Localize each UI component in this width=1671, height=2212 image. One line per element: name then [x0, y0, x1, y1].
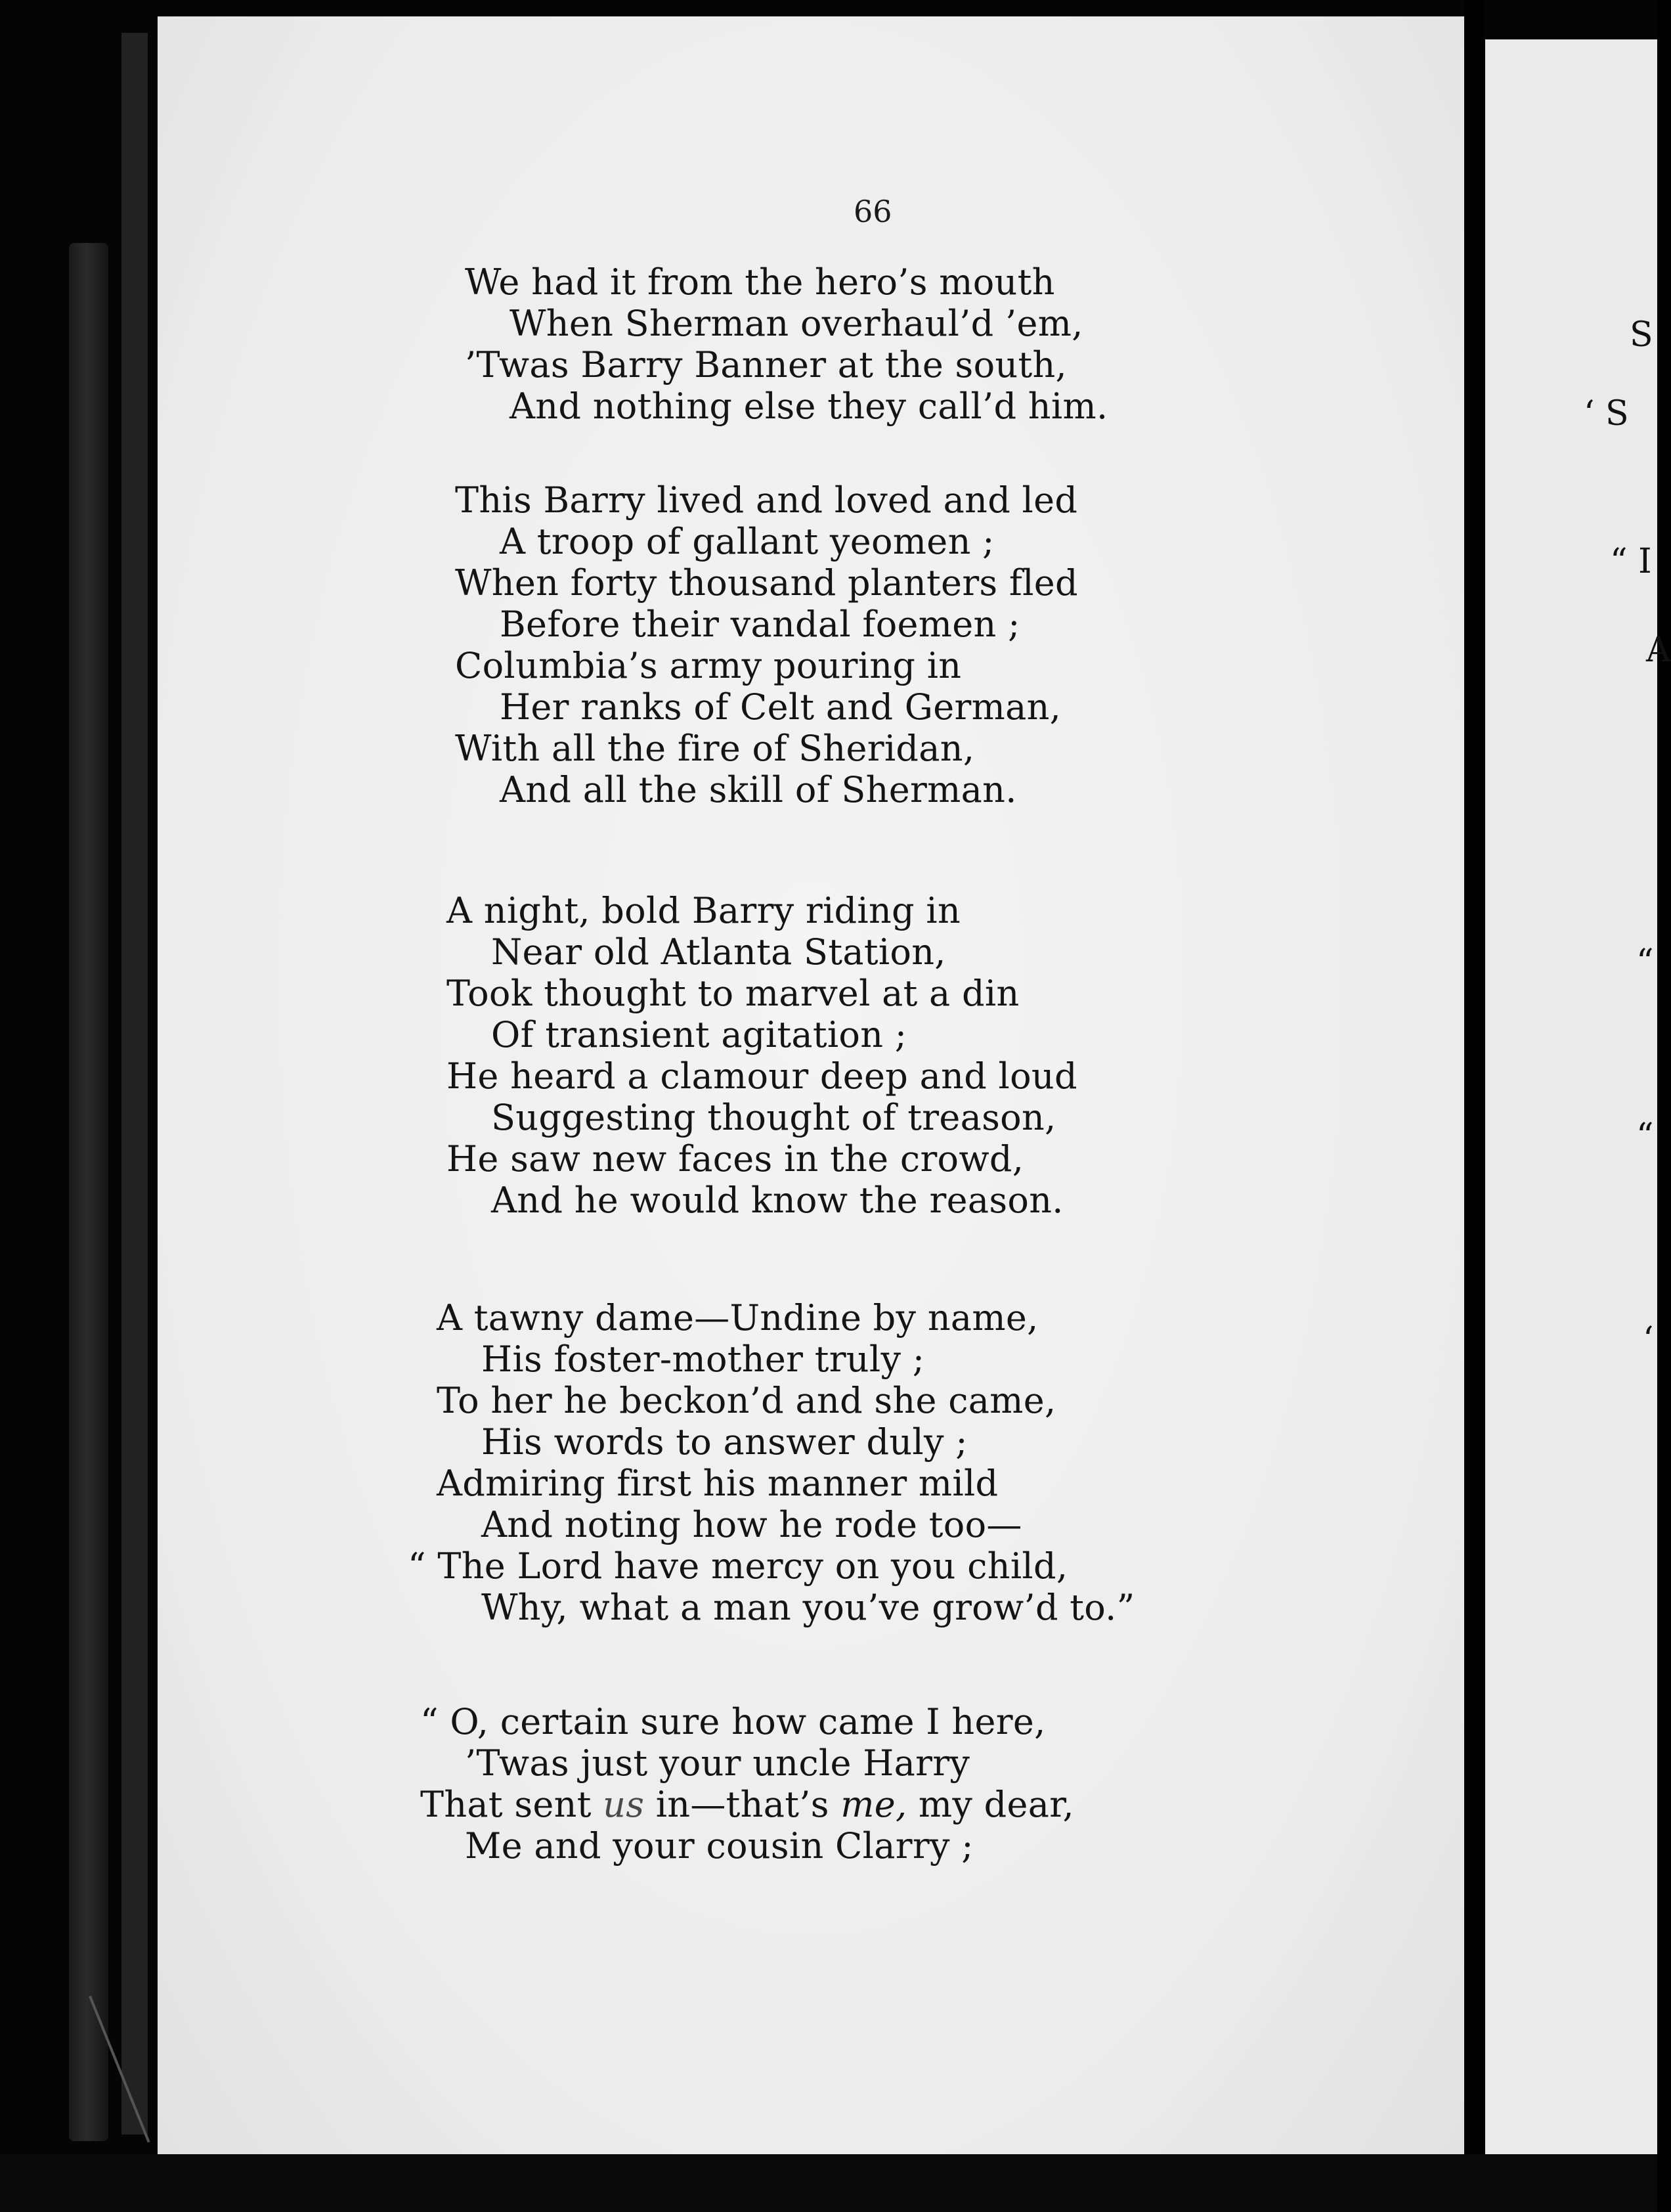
verse-line-end: my dear, [907, 1784, 1074, 1825]
verse-line: He heard a clamour deep and loud [446, 1055, 1077, 1097]
verse-line: When forty thousand planters fled [455, 562, 1078, 604]
verse-line: “ O, certain sure how came I here, [420, 1701, 1046, 1742]
italic-word: me, [840, 1784, 907, 1825]
verse-line: A troop of gallant yeomen ; [500, 521, 995, 562]
verse-line: He saw new faces in the crowd, [446, 1138, 1024, 1180]
stanza [446, 890, 1077, 1221]
verse-line: ’Twas Barry Banner at the south, [465, 344, 1067, 386]
facing-page-fragment: ‘ S [1584, 394, 1629, 433]
italic-word: us [603, 1784, 645, 1825]
verse-line: Columbia’s army pouring in [455, 645, 962, 686]
stanza [465, 261, 1108, 427]
verse-line: Why, what a man you’ve grow’d to.” [481, 1587, 1135, 1628]
facing-page-fragment: “ [1636, 942, 1654, 982]
verse-line: Of transient agitation ; [491, 1014, 907, 1055]
verse-line: Took thought to marvel at a din [446, 973, 1020, 1014]
verse-line: And noting how he rode too— [481, 1504, 1022, 1545]
facing-page-fragment: ‘ [1643, 1320, 1654, 1360]
verse-line: And he would know the reason. [491, 1180, 1064, 1221]
facing-page-fragment: S [1630, 315, 1653, 355]
verse-line: Suggesting thought of treason, [491, 1097, 1056, 1138]
stanza [455, 479, 1078, 810]
facing-page-fragment: A [1646, 630, 1671, 670]
page-gutter [1464, 0, 1484, 2212]
verse-line: And all the skill of Sherman. [500, 769, 1017, 810]
verse-line: Her ranks of Celt and German, [500, 686, 1062, 728]
page-number: 66 [854, 194, 892, 229]
facing-page-fragment: “ I [1610, 542, 1652, 581]
verse-line [420, 1784, 1074, 1825]
verse-line: Admiring first his manner mild [437, 1463, 999, 1504]
stanza [408, 1297, 1135, 1628]
verse-line: A night, bold Barry riding in [446, 890, 961, 931]
verse-line: Before their vandal foemen ; [500, 604, 1020, 645]
verse-line: This Barry lived and loved and led [455, 479, 1078, 521]
facing-page-fragment: “ [1636, 1117, 1654, 1156]
verse-line: To her he beckon’d and she came, [437, 1380, 1056, 1421]
verse-line: His foster-mother truly ; [481, 1338, 925, 1380]
verse-line: When Sherman overhaul’d ’em, [510, 303, 1083, 344]
scan-bottom-border [0, 2154, 1657, 2212]
verse-line: A tawny dame—Undine by name, [437, 1297, 1039, 1338]
verse-line: Near old Atlanta Station, [491, 931, 946, 973]
verse-line: ’Twas just your uncle Harry [465, 1742, 970, 1784]
facing-page-edge [1485, 39, 1671, 2167]
book-spine-edge [69, 243, 108, 2141]
verse-line: Me and your cousin Clarry ; [465, 1825, 974, 1867]
verse-line: With all the fire of Sheridan, [455, 728, 975, 769]
verse-line: His words to answer duly ; [481, 1421, 968, 1463]
verse-line: We had it from the hero’s mouth [465, 261, 1055, 303]
verse-line-middle: in—that’s [644, 1784, 841, 1825]
verse-line: “ The Lord have mercy on you child, [408, 1545, 1068, 1587]
verse-line-start: That sent [420, 1784, 603, 1825]
stanza [420, 1701, 1074, 1867]
book-cover-edge [121, 33, 148, 2135]
verse-line: And nothing else they call’d him. [510, 386, 1108, 427]
